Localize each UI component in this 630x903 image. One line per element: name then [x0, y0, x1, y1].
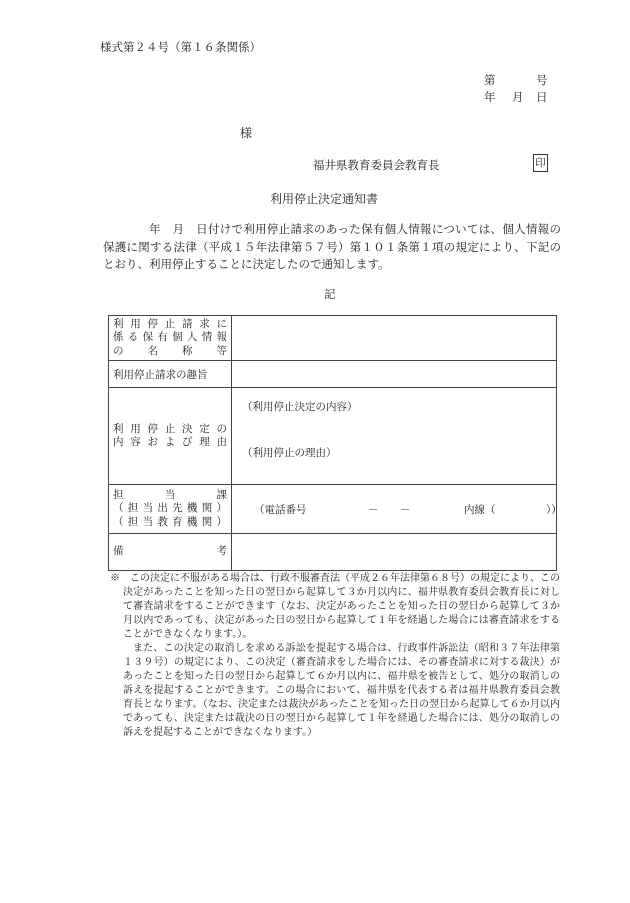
phone-dash-2: －: [400, 504, 411, 516]
table-row: [109, 388, 557, 485]
table-row: [109, 361, 557, 388]
department-label: 担 当 課 （担当出先機関） （担当教育機関）: [109, 485, 232, 534]
date-month-label: 月: [512, 90, 524, 104]
body-paragraph: 年 月 日付けで利用停止請求のあった保有個人情報については、個人情報の保護に関する法律（平成１５年法律第５７号）第１０１条第１項の規定により、下記のとおり、利用停止することに決定したので通知します。: [103, 222, 561, 271]
department-field[interactable]: [232, 485, 562, 534]
extension-label: 内線（: [464, 504, 496, 516]
decision-reason-heading: （利用停止の理由）: [242, 446, 337, 459]
decision-content-heading: （利用停止決定の内容）: [242, 400, 358, 413]
phone-label: （電話番号: [254, 504, 307, 516]
recipient-honorific: 様: [240, 126, 253, 140]
info-name-field[interactable]: [232, 316, 557, 361]
decision-reason-label: 利用停止決定の 内容および理由: [109, 388, 232, 485]
note-appeal: ※ この決定に不服がある場合は、行政不服審査法（平成２６年法律第６８号）の規定により、この決定があったことを知った日の翌日から起算して３か月以内に、福井県教育委員会教育長に対して審査請求をすることができます（なお、決定があったことを知った日の翌日から起算して３か月以内であっても、決定があった日の翌日から起算して１年を経過した場合には審査請求をすることができなくなります。）。: [110, 573, 560, 640]
decision-table: [108, 315, 562, 571]
request-purpose-field[interactable]: [232, 361, 557, 388]
table-row: [109, 534, 557, 571]
decision-reason-field[interactable]: [232, 388, 557, 485]
issuer-name: 福井県教育委員会教育長: [313, 158, 440, 172]
ki-heading: 記: [324, 287, 336, 301]
note-lawsuit: また、この決定の取消しを求める訴訟を提起する場合は、行政事件訴訟法（昭和３７年法律第１３９号）の規定により、この決定（審査請求をした場合には、その審査請求に対する裁決）があったことを知った日の翌日から起算して６か月以内に、福井県を被告として、処分の取消しの訴えを提起することができます。この場合において、福井県を代表する者は福井県教育委員会教育長となります。（なお、決定または裁決があったことを知った日の翌日から起算して６か月以内であっても、決定または裁決の日の翌日から起算して１年を経過した場合には、処分の取消しの訴えを提起することができなくなります。）: [123, 643, 560, 738]
number-label-prefix: 第: [484, 73, 496, 87]
date-day-label: 日: [536, 90, 548, 104]
notes-section: [110, 572, 560, 740]
date-year-label: 年: [484, 90, 496, 104]
extension-close: ））: [546, 504, 562, 516]
form-number: 様式第２４号（第１６条関係）: [100, 40, 261, 54]
number-label-suffix: 号: [536, 73, 548, 87]
issue-date-line: [484, 89, 548, 105]
info-name-label: 利用停止請求に 係る保有個人情報 の 名 称 等: [109, 316, 232, 361]
request-purpose-label: 利用停止請求の趣旨: [109, 361, 232, 388]
seal-mark: 印: [533, 154, 548, 172]
table-row: [109, 485, 557, 534]
phone-dash-1: －: [368, 504, 379, 516]
remarks-label: 備 考: [109, 534, 232, 571]
table-row: [109, 316, 557, 361]
document-title: 利用停止決定通知書: [270, 192, 379, 206]
remarks-field[interactable]: [232, 534, 557, 571]
document-number-line: [484, 72, 548, 88]
